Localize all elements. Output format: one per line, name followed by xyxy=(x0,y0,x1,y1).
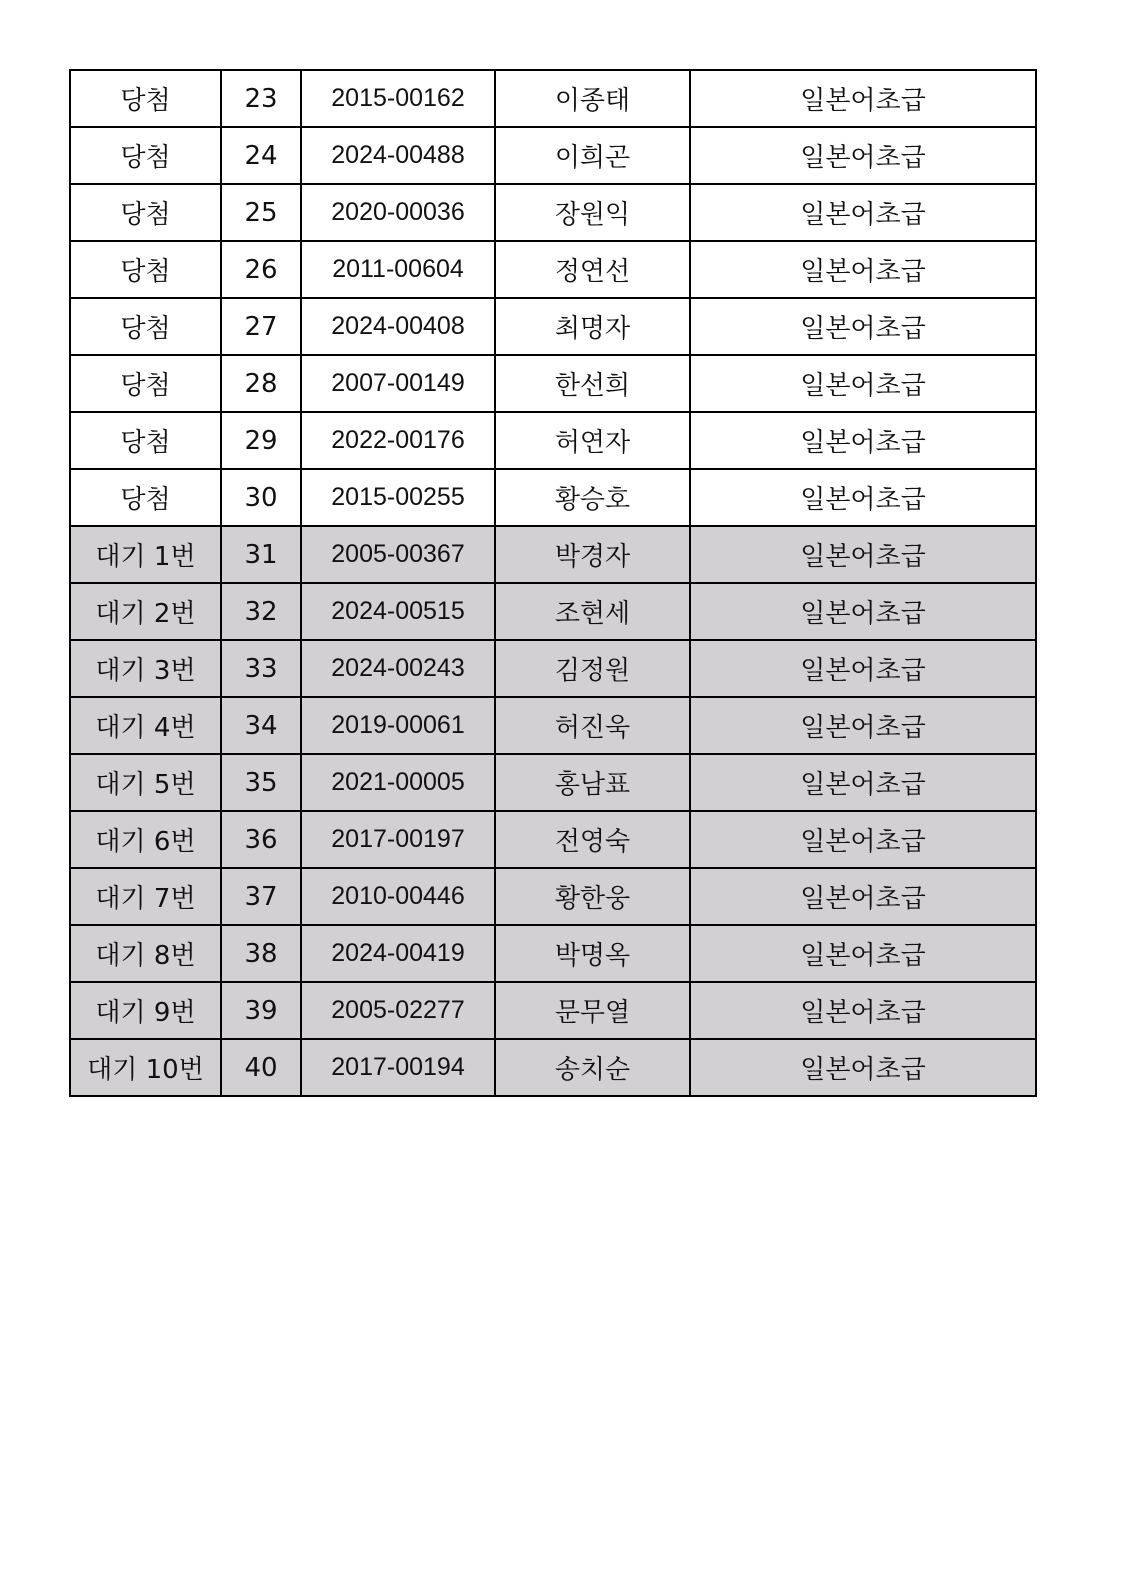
applicant-name-cell: 허연자 xyxy=(495,412,690,469)
member-id-cell: 2010-00446 xyxy=(301,868,495,925)
status-cell: 대기 6번 xyxy=(70,811,221,868)
status-cell: 대기 3번 xyxy=(70,640,221,697)
member-id-cell: 2015-00162 xyxy=(301,70,495,127)
course-cell: 일본어초급 xyxy=(690,469,1036,526)
status-cell: 당첨 xyxy=(70,298,221,355)
number-cell: 39 xyxy=(221,982,301,1039)
applicant-name-cell: 황한웅 xyxy=(495,868,690,925)
member-id-cell: 2017-00197 xyxy=(301,811,495,868)
number-cell: 28 xyxy=(221,355,301,412)
number-cell: 32 xyxy=(221,583,301,640)
number-cell: 38 xyxy=(221,925,301,982)
member-id-cell: 2005-00367 xyxy=(301,526,495,583)
applicant-name-cell: 송치순 xyxy=(495,1039,690,1096)
status-cell: 당첨 xyxy=(70,241,221,298)
lottery-result-table xyxy=(69,69,1037,1097)
waiting-row xyxy=(70,697,1036,754)
applicant-name-cell: 이희곤 xyxy=(495,127,690,184)
applicant-name-cell: 황승호 xyxy=(495,469,690,526)
number-cell: 29 xyxy=(221,412,301,469)
course-cell: 일본어초급 xyxy=(690,583,1036,640)
waiting-row xyxy=(70,982,1036,1039)
status-cell: 대기 5번 xyxy=(70,754,221,811)
status-cell: 대기 1번 xyxy=(70,526,221,583)
status-cell: 당첨 xyxy=(70,184,221,241)
course-cell: 일본어초급 xyxy=(690,355,1036,412)
member-id-cell: 2005-02277 xyxy=(301,982,495,1039)
course-cell: 일본어초급 xyxy=(690,526,1036,583)
course-cell: 일본어초급 xyxy=(690,298,1036,355)
member-id-cell: 2024-00419 xyxy=(301,925,495,982)
applicant-name-cell: 이종태 xyxy=(495,70,690,127)
course-cell: 일본어초급 xyxy=(690,1039,1036,1096)
course-cell: 일본어초급 xyxy=(690,127,1036,184)
lottery-result-body xyxy=(70,70,1036,1096)
status-cell: 대기 9번 xyxy=(70,982,221,1039)
course-cell: 일본어초급 xyxy=(690,184,1036,241)
course-cell: 일본어초급 xyxy=(690,982,1036,1039)
applicant-name-cell: 문무열 xyxy=(495,982,690,1039)
course-cell: 일본어초급 xyxy=(690,754,1036,811)
applicant-name-cell: 김정원 xyxy=(495,640,690,697)
number-cell: 33 xyxy=(221,640,301,697)
status-cell: 대기 4번 xyxy=(70,697,221,754)
member-id-cell: 2017-00194 xyxy=(301,1039,495,1096)
selected-row xyxy=(70,412,1036,469)
applicant-name-cell: 조현세 xyxy=(495,583,690,640)
applicant-name-cell: 정연선 xyxy=(495,241,690,298)
number-cell: 31 xyxy=(221,526,301,583)
applicant-name-cell: 최명자 xyxy=(495,298,690,355)
selected-row xyxy=(70,469,1036,526)
waiting-row xyxy=(70,1039,1036,1096)
number-cell: 30 xyxy=(221,469,301,526)
course-cell: 일본어초급 xyxy=(690,70,1036,127)
waiting-row xyxy=(70,868,1036,925)
status-cell: 당첨 xyxy=(70,355,221,412)
member-id-cell: 2020-00036 xyxy=(301,184,495,241)
member-id-cell: 2024-00408 xyxy=(301,298,495,355)
waiting-row xyxy=(70,583,1036,640)
number-cell: 34 xyxy=(221,697,301,754)
applicant-name-cell: 한선희 xyxy=(495,355,690,412)
number-cell: 37 xyxy=(221,868,301,925)
course-cell: 일본어초급 xyxy=(690,925,1036,982)
course-cell: 일본어초급 xyxy=(690,241,1036,298)
waiting-row xyxy=(70,811,1036,868)
number-cell: 35 xyxy=(221,754,301,811)
status-cell: 대기 8번 xyxy=(70,925,221,982)
number-cell: 25 xyxy=(221,184,301,241)
member-id-cell: 2021-00005 xyxy=(301,754,495,811)
selected-row xyxy=(70,127,1036,184)
applicant-name-cell: 장원익 xyxy=(495,184,690,241)
waiting-row xyxy=(70,526,1036,583)
member-id-cell: 2019-00061 xyxy=(301,697,495,754)
number-cell: 24 xyxy=(221,127,301,184)
applicant-name-cell: 박경자 xyxy=(495,526,690,583)
member-id-cell: 2024-00243 xyxy=(301,640,495,697)
selected-row xyxy=(70,298,1036,355)
waiting-row xyxy=(70,754,1036,811)
member-id-cell: 2011-00604 xyxy=(301,241,495,298)
status-cell: 당첨 xyxy=(70,412,221,469)
waiting-row xyxy=(70,925,1036,982)
status-cell: 대기 10번 xyxy=(70,1039,221,1096)
course-cell: 일본어초급 xyxy=(690,412,1036,469)
selected-row xyxy=(70,184,1036,241)
member-id-cell: 2024-00488 xyxy=(301,127,495,184)
course-cell: 일본어초급 xyxy=(690,811,1036,868)
course-cell: 일본어초급 xyxy=(690,697,1036,754)
status-cell: 대기 7번 xyxy=(70,868,221,925)
number-cell: 27 xyxy=(221,298,301,355)
member-id-cell: 2007-00149 xyxy=(301,355,495,412)
course-cell: 일본어초급 xyxy=(690,868,1036,925)
status-cell: 대기 2번 xyxy=(70,583,221,640)
member-id-cell: 2015-00255 xyxy=(301,469,495,526)
member-id-cell: 2022-00176 xyxy=(301,412,495,469)
selected-row xyxy=(70,70,1036,127)
selected-row xyxy=(70,241,1036,298)
applicant-name-cell: 홍남표 xyxy=(495,754,690,811)
applicant-name-cell: 박명옥 xyxy=(495,925,690,982)
applicant-name-cell: 전영숙 xyxy=(495,811,690,868)
number-cell: 40 xyxy=(221,1039,301,1096)
status-cell: 당첨 xyxy=(70,127,221,184)
applicant-name-cell: 허진욱 xyxy=(495,697,690,754)
course-cell: 일본어초급 xyxy=(690,640,1036,697)
member-id-cell: 2024-00515 xyxy=(301,583,495,640)
selected-row xyxy=(70,355,1036,412)
number-cell: 36 xyxy=(221,811,301,868)
status-cell: 당첨 xyxy=(70,70,221,127)
status-cell: 당첨 xyxy=(70,469,221,526)
number-cell: 26 xyxy=(221,241,301,298)
waiting-row xyxy=(70,640,1036,697)
number-cell: 23 xyxy=(221,70,301,127)
